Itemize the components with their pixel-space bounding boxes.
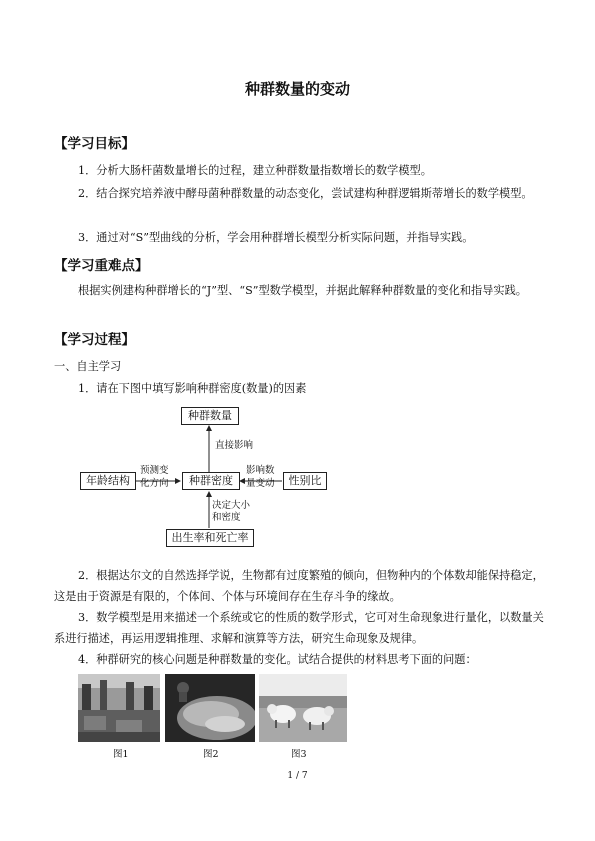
question-2: 2．根据达尔文的自然选择学说，生物都有过度繁殖的倾向，但物种内的个体数却能保持稳定，这是由于资源是有限的，个体间、个体与环境间存在生存斗争的缘故。 — [54, 569, 544, 603]
question-4: 4．种群研究的核心问题是种群数量的变化。试结合提供的材料思考下面的问题： — [78, 653, 477, 666]
section-heading-key: 【学习重难点】 — [54, 258, 149, 274]
label-affect-line2: 量变动 — [246, 478, 275, 489]
figure-3-caption: 图3 — [291, 749, 307, 760]
label-predict-line2: 化方向 — [140, 478, 169, 489]
diagram-box-birth-death-rate: 出生率和死亡率 — [166, 529, 254, 547]
label-decide-line2: 和密度 — [212, 512, 241, 523]
figure-3-image — [259, 674, 347, 742]
figure-1-caption: 图1 — [113, 749, 129, 760]
diagram-box-population-density: 种群密度 — [182, 472, 240, 490]
section-heading-goals: 【学习目标】 — [54, 136, 135, 152]
label-predict-line1: 预测变 — [140, 465, 169, 476]
label-decide-line1: 决定大小 — [212, 500, 251, 511]
section-heading-process: 【学习过程】 — [54, 332, 135, 348]
key-points-text: 根据实例建构种群增长的“J”型、“S”型数学模型，并据此解释种群数量的变化和指导实践。 — [78, 284, 527, 297]
figure-1-image — [78, 674, 160, 742]
diagram-box-age-structure: 年龄结构 — [80, 472, 136, 490]
figure-2-image — [165, 674, 255, 742]
goal-item-3: 3．通过对“S”型曲线的分析，学会用种群增长模型分析实际问题，并指导实践。 — [78, 231, 474, 244]
self-study-heading: 一、自主学习 — [54, 360, 122, 373]
goal-item-2: 2．结合探究培养液中酵母菌种群数量的动态变化，尝试建构种群逻辑斯蒂增长的数学模型。 — [78, 187, 533, 200]
label-direct-influence: 直接影响 — [215, 440, 254, 451]
question-1: 1．请在下图中填写影响种群密度(数量)的因素 — [78, 382, 307, 395]
diagram-box-population-number: 种群数量 — [181, 407, 239, 425]
page-title: 种群数量的变动 — [244, 80, 350, 98]
question-3: 3．数学模型是用来描述一个系统或它的性质的数学形式，它可对生命现象进行量化，以数量关系进行描述，再运用逻辑推理、求解和演算等方法，研究生命现象及规律。 — [54, 611, 544, 645]
page-number: 1 / 7 — [287, 771, 308, 781]
diagram-box-sex-ratio: 性别比 — [283, 472, 327, 490]
label-affect-line1: 影响数 — [246, 465, 275, 476]
goal-item-1: 1．分析大肠杆菌数量增长的过程，建立种群数量指数增长的数学模型。 — [78, 164, 432, 177]
figure-2-caption: 图2 — [203, 749, 219, 760]
